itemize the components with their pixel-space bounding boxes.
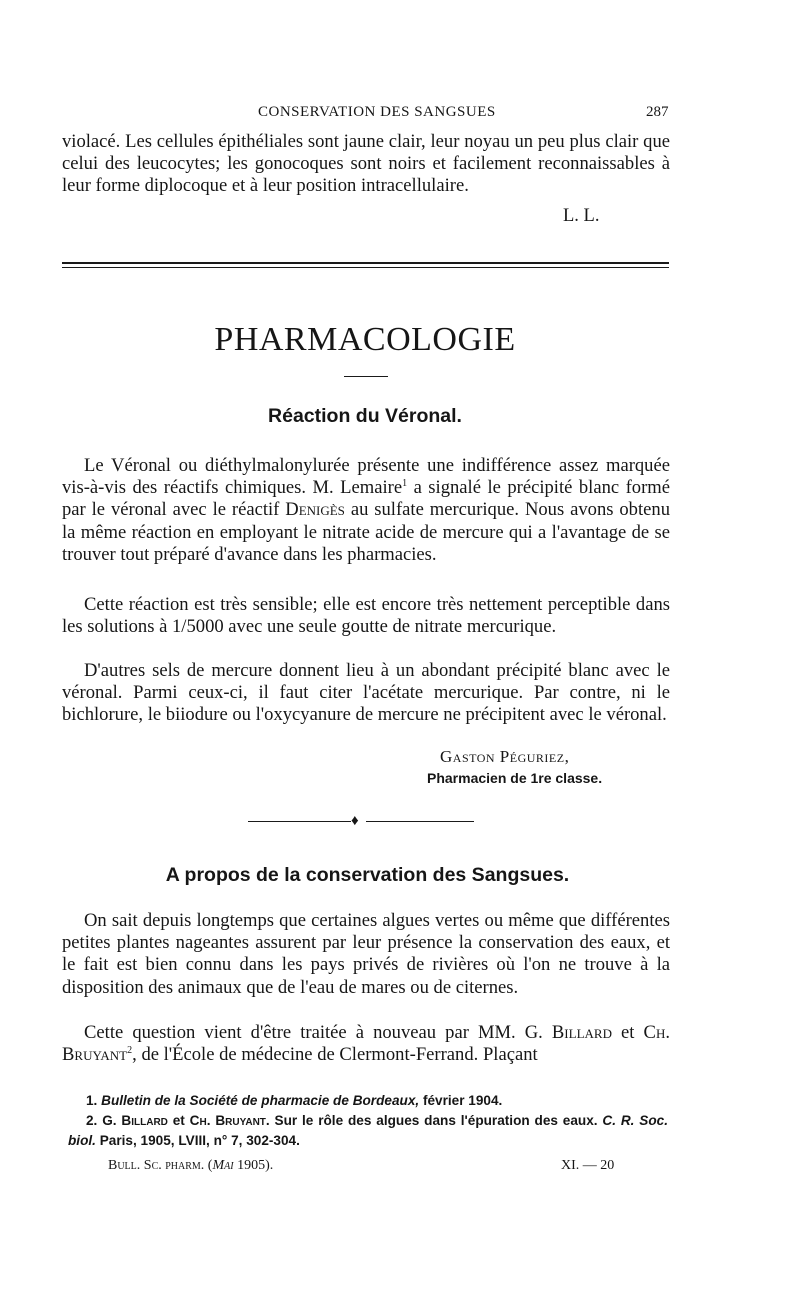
text: et <box>611 1022 644 1043</box>
intro-signature: L. L. <box>563 206 600 226</box>
article-author: Gaston Péguriez, <box>440 747 570 766</box>
footer-citation <box>108 1158 273 1174</box>
diamond-ornament-icon: ♦ <box>351 813 359 829</box>
footnote-1 <box>68 1091 668 1111</box>
ornament-rule-right <box>366 821 474 822</box>
author-name: Ch. Bruyant <box>62 1022 670 1066</box>
footnote-text: . Sur le rôle des algues dans l'épuration des eaux. <box>265 1113 598 1128</box>
footer-signature: XI. — 20 <box>561 1158 615 1173</box>
page-number: 287 <box>646 104 669 120</box>
footnote-ref: 1 <box>402 478 408 490</box>
footnote-number: 2. <box>86 1113 98 1128</box>
article-paragraph <box>62 455 670 566</box>
footnote-journal: C. R. Soc. biol. <box>68 1113 669 1148</box>
footnote-text: G. <box>102 1113 122 1128</box>
article-paragraph: On sait depuis longtemps que certaines algues vertes ou même que différentes petites plantes nageantes assurent par leur présence la conservation des eaux, et le fait est bien connu dans les pays privés de rivières où l'on ne trouve à la disposition des animaux que de l'eau de mares ou de citernes. <box>62 910 670 998</box>
author-role: Pharmacien de 1re classe. <box>427 770 603 786</box>
footnote-journal: Bulletin de la Société de pharmacie de Bordeaux, <box>101 1093 420 1108</box>
footnote-ref: 2 <box>127 1045 133 1057</box>
footnote-text: et <box>167 1113 190 1128</box>
ornament-rule-left <box>248 821 351 822</box>
text: Le Véronal ou diéthylmalonylurée présente une indifférence assez marquée vis-à-vis des réactifs chimiques. M. Lemaire <box>62 455 670 499</box>
article-title: Réaction du Véronal. <box>268 405 462 427</box>
author-name: Denigès <box>285 499 345 521</box>
footer-text: Bull. Sc. pharm. ( <box>108 1158 213 1173</box>
article-paragraph <box>62 1022 670 1066</box>
title-rule <box>344 376 388 377</box>
footnote-author: Ch. Bruyant <box>189 1113 266 1128</box>
article-paragraph: Cette réaction est très sensible; elle est encore très nettement perceptible dans les solutions à 1/5000 avec une seule goutte de nitrate mercurique. <box>62 594 670 638</box>
text: Cette question vient d'être traitée à nouveau par MM. G. <box>84 1022 552 1043</box>
text: , de l'École de médecine de Clermont-Ferrand. Plaçant <box>132 1044 538 1066</box>
footnote-author: Billard <box>121 1113 168 1128</box>
intro-paragraph: violacé. Les cellules épithéliales sont jaune clair, leur noyau un peu plus clair que celui des leucocytes; les gonocoques sont noirs et facilement reconnaissables à leur forme diplocoque et à leur position intracellulaire. <box>62 131 670 197</box>
footnote-number: 1. <box>86 1093 98 1108</box>
section-divider-top <box>62 262 669 264</box>
footnote-2 <box>68 1111 668 1151</box>
footer-month: Mai <box>212 1158 234 1173</box>
footnote-text: février 1904. <box>419 1093 503 1108</box>
section-title: PHARMACOLOGIE <box>214 321 516 358</box>
running-header: CONSERVATION DES SANGSUES <box>258 104 496 120</box>
article-paragraph: D'autres sels de mercure donnent lieu à un abondant précipité blanc avec le véronal. Parmi ceux-ci, il faut citer l'acétate mercurique. Par contre, ni le bichlorure, le biiodure ou l'oxycyanure de mercure ne précipitent avec le véronal. <box>62 660 670 726</box>
footnote-text: Paris, 1905, LVIII, n° 7, 302-304. <box>95 1133 300 1148</box>
text: a signalé le précipité blanc formé par le véronal avec le réactif <box>62 477 671 521</box>
article-title: A propos de la conservation des Sangsues. <box>165 864 570 886</box>
footer-text: 1905). <box>233 1158 274 1173</box>
text: au sulfate mercurique. Nous avons obtenu la même réaction en employant le nitrate acide de mercure qui a l'avantage de se trouver tout préparé d'avance dans les pharmacies. <box>62 499 670 565</box>
section-divider-bottom <box>62 267 669 268</box>
author-name: Billard <box>551 1022 612 1043</box>
